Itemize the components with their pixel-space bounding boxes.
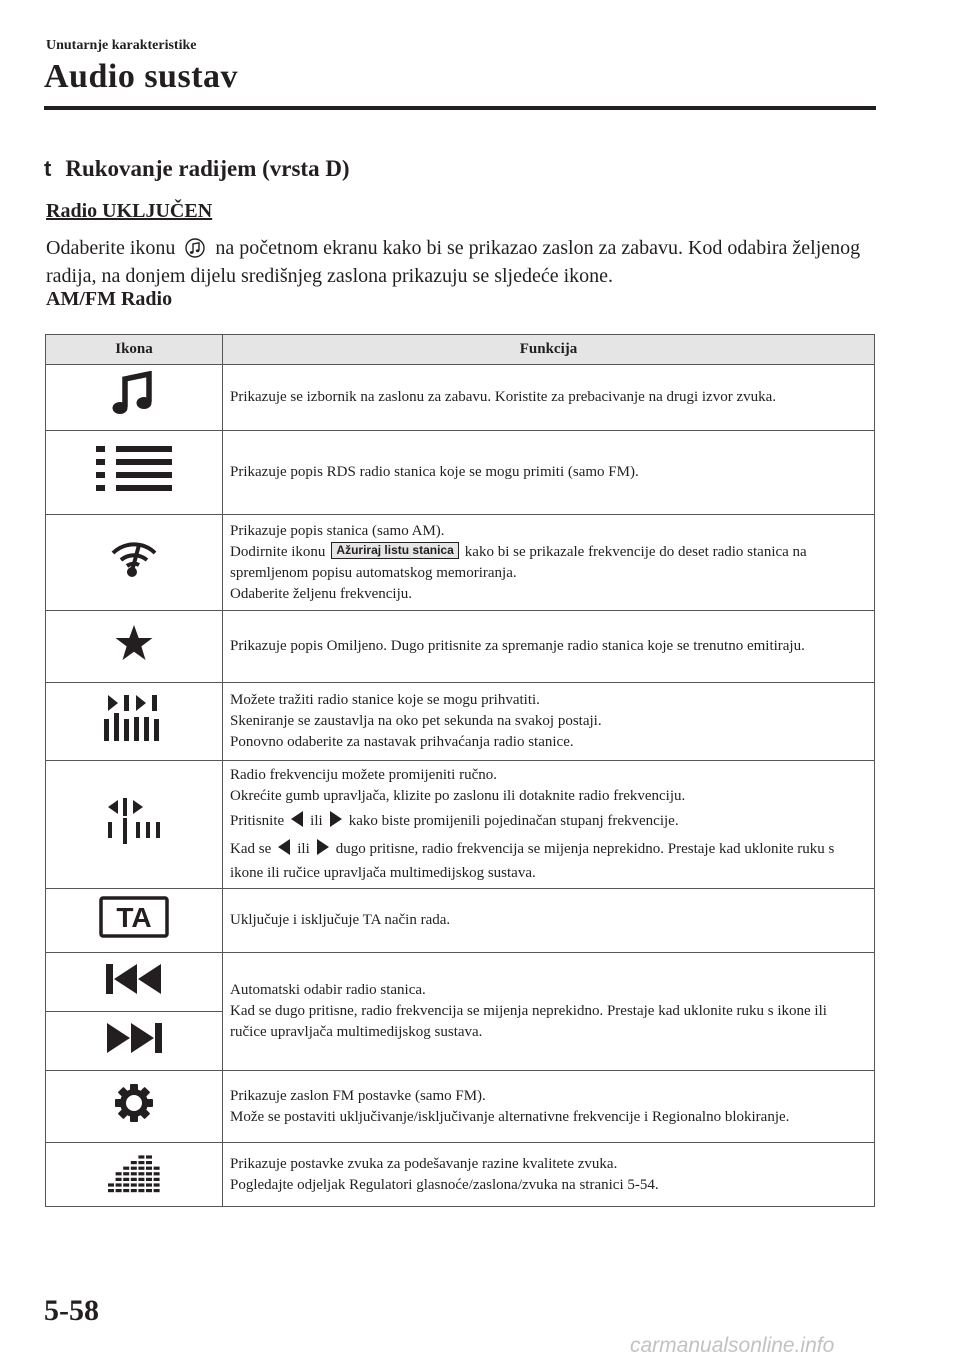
equalizer-dot bbox=[146, 1183, 152, 1186]
function-cell bbox=[223, 1071, 875, 1143]
function-text: Prikazuje popis RDS radio stanica koje se mogu primiti (samo FM). bbox=[230, 464, 639, 480]
equalizer-dot bbox=[154, 1172, 160, 1175]
equalizer-dot bbox=[116, 1172, 122, 1175]
function-text-part: kako bi se prikazale frekvencije do deset radio stanica na spremljenom popisu automatskog memoriranja. bbox=[230, 543, 807, 581]
right-arrow-icon bbox=[329, 810, 343, 835]
heading-text: Rukovanje radijem (vrsta D) bbox=[65, 156, 350, 181]
function-text: Uključuje i isključuje TA način rada. bbox=[230, 912, 451, 928]
equalizer-dot bbox=[138, 1161, 144, 1164]
function-cell bbox=[223, 1143, 875, 1207]
function-text: Pogledajte odjeljak Regulatori glasnoće/zaslona/zvuka na stranici 5-54. bbox=[230, 1176, 659, 1193]
table-row bbox=[46, 761, 875, 889]
music-note-icon bbox=[110, 405, 158, 421]
title-rule bbox=[44, 106, 876, 110]
seek-forward-icon bbox=[104, 1043, 164, 1059]
function-text: Prikazuje popis stanica (samo AM). bbox=[230, 522, 445, 539]
function-text-part: ili bbox=[297, 841, 310, 857]
equalizer-dot bbox=[138, 1167, 144, 1170]
function-cell bbox=[223, 365, 875, 431]
function-text: Okrećite gumb upravljača, klizite po zaslonu ili dotaknite radio frekvenciju. bbox=[230, 788, 686, 804]
function-cell bbox=[223, 889, 875, 953]
function-cell bbox=[223, 683, 875, 761]
function-text: Prikazuje postavke zvuka za podešavanje razine kvalitete zvuka. bbox=[230, 1155, 618, 1172]
icon-cell bbox=[46, 1143, 223, 1207]
table-row bbox=[46, 1143, 875, 1207]
equalizer-dot bbox=[138, 1178, 144, 1181]
ta-icon-text: TA bbox=[116, 902, 152, 933]
equalizer-dot bbox=[138, 1155, 144, 1158]
function-cell bbox=[223, 611, 875, 683]
icon-table bbox=[45, 334, 875, 1207]
equalizer-dot bbox=[131, 1167, 137, 1170]
function-text: Prikazuje zaslon FM postavke (samo FM). bbox=[230, 1087, 486, 1104]
ta-icon bbox=[99, 902, 169, 942]
gear-icon bbox=[114, 1111, 154, 1127]
function-text: Prikazuje popis Omiljeno. Dugo pritisnite za spremanje radio stanica koje se trenutno emitiraju. bbox=[230, 638, 805, 654]
function-text: Možete tražiti radio stanice koje se mogu prihvatiti. bbox=[230, 692, 540, 708]
page-number: 5-58 bbox=[44, 1294, 99, 1327]
function-text-part: Pritisnite bbox=[230, 813, 285, 829]
section-heading bbox=[44, 156, 350, 182]
function-text: Odaberite željenu frekvenciju. bbox=[230, 585, 412, 602]
icon-cell bbox=[46, 611, 223, 683]
heading-bullet: t bbox=[44, 156, 52, 181]
equalizer-dot bbox=[108, 1189, 114, 1192]
function-text-part: Kad se bbox=[230, 841, 272, 857]
equalizer-dot bbox=[131, 1172, 137, 1175]
equalizer-dot bbox=[131, 1189, 137, 1192]
intro-text-before: Odaberite ikonu bbox=[46, 237, 176, 259]
left-arrow-icon bbox=[290, 810, 304, 835]
table-row bbox=[46, 431, 875, 515]
right-arrow-icon bbox=[316, 838, 330, 863]
intro-text-after: na početnom ekranu kako bi se prikazao zaslon za zabavu. Kod odabira željenog radija, na donjem dijelu središnjeg zaslona prikazuju se sljedeće ikone. bbox=[46, 237, 861, 287]
radio-signal-icon bbox=[109, 567, 159, 583]
page-title: Audio sustav bbox=[44, 58, 239, 95]
left-arrow-icon bbox=[277, 838, 291, 863]
equalizer-dot bbox=[138, 1189, 144, 1192]
equalizer-dot bbox=[146, 1178, 152, 1181]
icon-cell bbox=[46, 953, 223, 1012]
table-row bbox=[46, 365, 875, 431]
equalizer-dot bbox=[154, 1167, 160, 1170]
function-text: Ponovno odaberite za nastavak prihvaćanja radio stanice. bbox=[230, 734, 574, 750]
equalizer-dot bbox=[116, 1189, 122, 1192]
header-function: Funkcija bbox=[223, 335, 875, 365]
function-text bbox=[230, 542, 866, 584]
manual-tune-icon bbox=[106, 834, 162, 850]
equalizer-dot bbox=[108, 1183, 114, 1186]
table-row bbox=[46, 953, 875, 1012]
equalizer-icon bbox=[106, 1182, 162, 1198]
function-text: Automatski odabir radio stanica. bbox=[230, 982, 426, 998]
amfm-label: AM/FM Radio bbox=[46, 288, 173, 310]
function-cell bbox=[223, 431, 875, 515]
table-row bbox=[46, 889, 875, 953]
intro-paragraph bbox=[46, 234, 886, 290]
function-text bbox=[230, 838, 866, 884]
table-row bbox=[46, 611, 875, 683]
equalizer-dot bbox=[138, 1172, 144, 1175]
equalizer-dot bbox=[154, 1189, 160, 1192]
function-text-part: dugo pritisne, radio frekvencija se mijenja neprekidno. Prestaje kad uklonite ruku s ikone ili ručice upravljača multimedijskog sustava. bbox=[230, 841, 835, 881]
equalizer-dot bbox=[146, 1167, 152, 1170]
list-icon bbox=[94, 482, 174, 498]
equalizer-dot bbox=[146, 1172, 152, 1175]
equalizer-dot bbox=[123, 1189, 129, 1192]
equalizer-dot bbox=[131, 1183, 137, 1186]
update-station-list-button: Ažuriraj listu stanica bbox=[331, 542, 458, 559]
function-text bbox=[230, 810, 866, 835]
icon-cell bbox=[46, 515, 223, 611]
function-text-part: ili bbox=[310, 813, 323, 829]
equalizer-dot bbox=[146, 1189, 152, 1192]
equalizer-dot bbox=[154, 1183, 160, 1186]
table-header-row bbox=[46, 335, 875, 365]
function-text: Može se postaviti uključivanje/isključivanje alternativne frekvencije i Regionalno blokiranje. bbox=[230, 1108, 790, 1125]
equalizer-dot bbox=[131, 1178, 137, 1181]
function-cell bbox=[223, 761, 875, 889]
function-text-part: Dodirnite ikonu bbox=[230, 543, 326, 560]
subheading: Radio UKLJUČEN bbox=[46, 200, 213, 222]
equalizer-dot bbox=[123, 1178, 129, 1181]
equalizer-dot bbox=[123, 1167, 129, 1170]
table-row bbox=[46, 683, 875, 761]
function-text: Kad se dugo pritisne, radio frekvencija se mijenja neprekidno. Prestaje kad uklonite ruku s ikone ili ručice upravljača multimedijskog sustava. bbox=[230, 1003, 827, 1040]
equalizer-dot bbox=[123, 1172, 129, 1175]
function-text: Radio frekvenciju možete promijeniti ručno. bbox=[230, 767, 497, 783]
watermark: carmanualsonline.info bbox=[630, 1334, 835, 1357]
table-row bbox=[46, 1071, 875, 1143]
equalizer-dot bbox=[123, 1183, 129, 1186]
icon-cell bbox=[46, 889, 223, 953]
equalizer-dot bbox=[154, 1178, 160, 1181]
function-cell bbox=[223, 953, 875, 1071]
function-cell bbox=[223, 515, 875, 611]
music-note-icon bbox=[184, 238, 206, 258]
scan-icon bbox=[102, 731, 166, 747]
icon-cell bbox=[46, 683, 223, 761]
equalizer-dot bbox=[146, 1155, 152, 1158]
seek-back-icon bbox=[104, 984, 164, 1000]
equalizer-dot bbox=[131, 1161, 137, 1164]
star-icon bbox=[114, 650, 154, 666]
icon-cell bbox=[46, 365, 223, 431]
function-text-part: kako biste promijenili pojedinačan stupanj frekvencije. bbox=[348, 813, 679, 829]
equalizer-dot bbox=[116, 1183, 122, 1186]
icon-cell bbox=[46, 761, 223, 889]
function-text: Prikazuje se izbornik na zaslonu za zabavu. Koristite za prebacivanje na drugi izvor zvuka. bbox=[230, 389, 777, 405]
icon-cell bbox=[46, 1071, 223, 1143]
header-icon: Ikona bbox=[46, 335, 223, 365]
table-row bbox=[46, 515, 875, 611]
equalizer-dot bbox=[138, 1183, 144, 1186]
equalizer-dot bbox=[116, 1178, 122, 1181]
icon-cell bbox=[46, 431, 223, 515]
function-text: Skeniranje se zaustavlja na oko pet sekunda na svakoj postaji. bbox=[230, 713, 602, 729]
icon-cell bbox=[46, 1012, 223, 1071]
equalizer-dot bbox=[146, 1161, 152, 1164]
section-label: Unutarnje karakteristike bbox=[46, 38, 197, 53]
